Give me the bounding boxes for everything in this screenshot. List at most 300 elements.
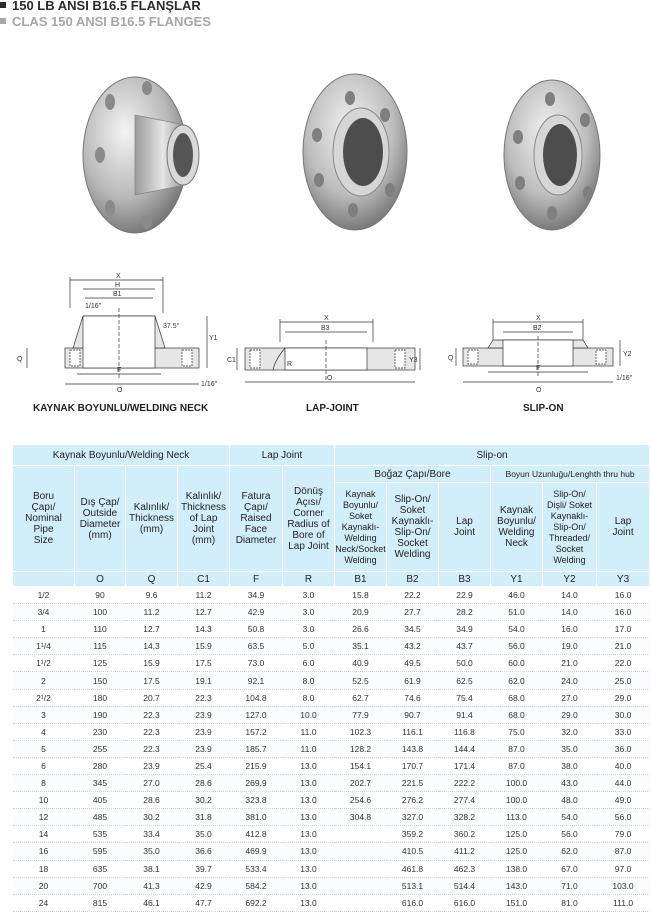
table-cell: 1 — [13, 621, 75, 638]
table-cell: 6.0 — [283, 655, 335, 672]
header-line: Socket — [555, 543, 584, 554]
table-cell: 3.0 — [283, 604, 335, 621]
table-cell: 50.8 — [230, 621, 283, 638]
header-line: Fatura — [241, 491, 271, 502]
header-line: Welding — [498, 527, 535, 538]
lap-joint-flange-photo — [295, 70, 410, 235]
header-line: Threaded/ — [548, 532, 591, 543]
table-cell: 56.0 — [543, 826, 597, 843]
table-cell: 71.0 — [543, 877, 597, 894]
table-cell — [335, 860, 387, 877]
table-cell: 27.0 — [126, 775, 178, 792]
table-cell: 21.0 — [543, 655, 597, 672]
lj-dim-b3-label: B3 — [321, 325, 330, 332]
header-line: Dişli/ Soket — [546, 499, 592, 510]
table-cell: 43.7 — [439, 638, 491, 655]
header-line: Joint — [453, 527, 476, 538]
table-cell: 104.8 — [230, 689, 283, 706]
table-cell: 10.0 — [283, 706, 335, 723]
symbol-row — [13, 572, 650, 587]
table-cell: 21.0 — [597, 638, 650, 655]
table-cell: 151.0 — [491, 894, 543, 911]
dim-inch-label: 1/16" — [85, 303, 102, 310]
header-line: Welding — [344, 532, 377, 543]
header-line: Face — [244, 524, 268, 535]
table-cell: 8.0 — [283, 689, 335, 706]
table-cell: 22.2 — [387, 587, 439, 604]
header-b1 — [335, 483, 387, 572]
table-cell: 14.0 — [543, 604, 597, 621]
table-cell: 63.5 — [230, 638, 283, 655]
table-cell: 171.4 — [439, 757, 491, 774]
table-cell: 3/4 — [13, 604, 75, 621]
table-cell: 462.3 — [439, 860, 491, 877]
table-cell: 276.2 — [387, 792, 439, 809]
table-cell: 28.6 — [178, 775, 230, 792]
symbol-cell: C1 — [178, 572, 230, 587]
table-cell: 1¹/2 — [13, 655, 75, 672]
header-line: Welding — [394, 549, 431, 560]
header-line: Kalınlık/ — [185, 491, 222, 502]
table-cell: 103.0 — [597, 877, 650, 894]
table-row — [13, 877, 650, 894]
header-line: Thickness — [128, 513, 174, 524]
table-row — [13, 775, 650, 792]
table-cell: 54.0 — [543, 809, 597, 826]
table-cell: 280 — [75, 757, 126, 774]
header-line: Kaynaklı- — [341, 521, 380, 532]
table-cell: 40.9 — [335, 655, 387, 672]
symbol-cell: O — [75, 572, 126, 587]
table-cell: 22.9 — [439, 587, 491, 604]
table-cell: 535 — [75, 826, 126, 843]
table-cell: 91.4 — [439, 706, 491, 723]
so-dim-f-label: F — [536, 365, 541, 372]
table-cell: 328.2 — [439, 809, 491, 826]
table-cell: 6 — [13, 757, 75, 774]
header-line: Size — [33, 535, 54, 546]
table-cell: 50.0 — [439, 655, 491, 672]
table-cell: 42.9 — [178, 877, 230, 894]
symbol-cell: R — [283, 572, 335, 587]
symbol-cell: B1 — [335, 572, 387, 587]
group-header-lap-joint: Lap Joint — [230, 445, 335, 466]
lj-dim-c1-label: C1 — [227, 357, 236, 364]
table-cell: 19.1 — [178, 672, 230, 689]
table-cell: 36.0 — [597, 740, 650, 757]
table-cell: 461.8 — [387, 860, 439, 877]
table-cell: 38.1 — [126, 860, 178, 877]
table-row — [13, 672, 650, 689]
table-cell: 44.0 — [597, 775, 650, 792]
table-row — [13, 638, 650, 655]
table-row — [13, 757, 650, 774]
table-cell: 35.1 — [335, 638, 387, 655]
symbol-cell: Y3 — [597, 572, 650, 587]
header-line: Neck/Socket — [335, 543, 386, 554]
table-cell: 30.0 — [597, 706, 650, 723]
table-row — [13, 689, 650, 706]
table-row — [13, 792, 650, 809]
header-line: Outside — [82, 507, 118, 519]
table-cell: 323.8 — [230, 792, 283, 809]
table-cell: 113.0 — [491, 809, 543, 826]
table-cell: 16.0 — [597, 604, 650, 621]
table-cell: 170.7 — [387, 757, 439, 774]
table-cell: 381.0 — [230, 809, 283, 826]
table-cell: 345 — [75, 775, 126, 792]
table-cell: 36.6 — [178, 843, 230, 860]
table-cell: 2¹/2 — [13, 689, 75, 706]
so-dim-x-label: X — [536, 315, 541, 322]
header-line: Kaynaklı- — [391, 516, 434, 527]
header-line: Nominal — [25, 513, 62, 524]
header-line: Corner — [293, 507, 324, 519]
table-cell: 49.0 — [597, 792, 650, 809]
header-line: Radius of — [287, 518, 330, 530]
header-line: Lap — [614, 516, 632, 527]
table-cell: 327.0 — [387, 809, 439, 826]
table-cell: 485 — [75, 809, 126, 826]
table-cell: 24 — [13, 894, 75, 911]
table-cell: 17.5 — [126, 672, 178, 689]
table-cell: 22.3 — [126, 706, 178, 723]
header-line: Socket — [397, 538, 428, 549]
table-cell: 469.9 — [230, 843, 283, 860]
table-row — [13, 655, 650, 672]
header-line: Kaynak — [499, 505, 534, 516]
table-cell: 215.9 — [230, 757, 283, 774]
bullet-square-icon — [0, 2, 6, 8]
table-cell: 13.0 — [283, 757, 335, 774]
table-cell: 90 — [75, 587, 126, 604]
group-header-welding-neck: Kaynak Boyunlu/Welding Neck — [13, 445, 230, 466]
table-cell: 13.0 — [283, 809, 335, 826]
table-cell: 230 — [75, 723, 126, 740]
table-cell: 13.0 — [283, 894, 335, 911]
table-cell: 68.0 — [491, 706, 543, 723]
slip-on-drawing — [448, 310, 648, 398]
table-cell: 269.9 — [230, 775, 283, 792]
header-line: Welding — [344, 554, 377, 565]
header-line: Joint — [192, 524, 215, 535]
dim-inch2-label: 1/16" — [201, 381, 218, 388]
lj-dim-r-label: R — [287, 361, 293, 368]
table-body — [13, 587, 650, 912]
table-cell: 14.3 — [178, 621, 230, 638]
table-cell: 405 — [75, 792, 126, 809]
table-cell: 62.0 — [543, 843, 597, 860]
table-cell: 8.0 — [283, 672, 335, 689]
table-cell: 100 — [75, 604, 126, 621]
header-line: Neck — [505, 538, 528, 549]
header-line: Joint — [612, 527, 634, 538]
symbol-cell: F — [230, 572, 283, 587]
table-cell: 14 — [13, 826, 75, 843]
table-cell: 42.9 — [230, 604, 283, 621]
table-cell — [335, 877, 387, 894]
welding-neck-flange-photo — [75, 70, 210, 235]
header-line: Boru — [32, 491, 55, 502]
table-row — [13, 604, 650, 621]
table-cell: 143.8 — [387, 740, 439, 757]
table-cell: 125 — [75, 655, 126, 672]
table-cell: 56.0 — [491, 638, 543, 655]
table-cell: 28.6 — [126, 792, 178, 809]
table-cell: 514.4 — [439, 877, 491, 894]
table-cell: 62.5 — [439, 672, 491, 689]
table-cell: 13.0 — [283, 860, 335, 877]
welding-neck-caption: KAYNAK BOYUNLU/WELDING NECK — [33, 403, 209, 414]
header-line: Slip-On/ — [394, 494, 431, 505]
table-cell: 533.4 — [230, 860, 283, 877]
table-cell: 127.0 — [230, 706, 283, 723]
table-cell: 49.5 — [387, 655, 439, 672]
table-cell: 692.2 — [230, 894, 283, 911]
table-cell: 616.0 — [387, 894, 439, 911]
table-cell: 154.1 — [335, 757, 387, 774]
table-row — [13, 843, 650, 860]
table-cell: 19.0 — [543, 638, 597, 655]
table-cell: 92.1 — [230, 672, 283, 689]
title-turkish: 150 LB ANSI B16.5 FLANŞLAR — [0, 0, 201, 13]
table-cell: 5.0 — [283, 638, 335, 655]
table-cell: 22.3 — [126, 740, 178, 757]
header-r — [283, 466, 335, 572]
header-line: Açısı/ — [295, 496, 321, 508]
table-cell: 18 — [13, 860, 75, 877]
table-cell: 700 — [75, 877, 126, 894]
table-cell: 13.0 — [283, 877, 335, 894]
table-cell: 410.5 — [387, 843, 439, 860]
header-c1 — [178, 466, 230, 572]
header-line: Boyunlu/ — [497, 516, 536, 527]
table-cell: 20.9 — [335, 604, 387, 621]
table-cell: 3.0 — [283, 621, 335, 638]
title-english: CLAS 150 ANSI B16.5 FLANGES — [0, 14, 211, 29]
table-cell: 16.0 — [597, 587, 650, 604]
table-cell: 595 — [75, 843, 126, 860]
header-o — [75, 466, 126, 572]
table-cell: 23.9 — [126, 757, 178, 774]
header-line: Bore of — [292, 529, 325, 541]
so-dim-b2-label: B2 — [533, 325, 542, 332]
table-cell: 10 — [13, 792, 75, 809]
table-cell: 34.5 — [387, 621, 439, 638]
table-cell: 35.0 — [126, 843, 178, 860]
group-header-slip-on: Slip-on — [335, 445, 650, 466]
table-cell: 116.8 — [439, 723, 491, 740]
table-cell: 47.7 — [178, 894, 230, 911]
table-cell: 23.9 — [178, 706, 230, 723]
table-cell: 360.2 — [439, 826, 491, 843]
table-cell: 33.0 — [597, 723, 650, 740]
table-cell: 51.0 — [491, 604, 543, 621]
table-cell: 26.6 — [335, 621, 387, 638]
table-cell: 25.0 — [597, 672, 650, 689]
slip-on-flange-photo — [500, 75, 605, 235]
table-cell: 20 — [13, 877, 75, 894]
table-cell: 180 — [75, 689, 126, 706]
table-cell: 77.9 — [335, 706, 387, 723]
table-cell: 12.7 — [126, 621, 178, 638]
table-cell: 9.6 — [126, 587, 178, 604]
table-cell: 40.0 — [597, 757, 650, 774]
table-cell: 46.1 — [126, 894, 178, 911]
table-cell: 185.7 — [230, 740, 283, 757]
lj-dim-o-label: O — [327, 375, 333, 382]
table-cell: 128.2 — [335, 740, 387, 757]
header-line: Soket — [348, 510, 372, 521]
header-line: Slip-On/ — [394, 527, 431, 538]
header-f — [230, 466, 283, 572]
table-cell: 144.4 — [439, 740, 491, 757]
so-dim-q-label: Q — [448, 355, 454, 362]
header-y1 — [491, 483, 543, 572]
table-cell: 157.2 — [230, 723, 283, 740]
table-cell: 15.9 — [178, 638, 230, 655]
table-cell: 2 — [13, 672, 75, 689]
table-cell: 11.0 — [283, 723, 335, 740]
table-cell: 17.5 — [178, 655, 230, 672]
table-cell: 39.7 — [178, 860, 230, 877]
table-cell: 81.0 — [543, 894, 597, 911]
table-cell: 102.3 — [335, 723, 387, 740]
table-cell: 97.0 — [597, 860, 650, 877]
header-line: Soket — [399, 505, 426, 516]
header-line: Çapı/ — [31, 502, 56, 513]
table-row — [13, 894, 650, 911]
table-cell: 221.5 — [387, 775, 439, 792]
table-cell: 17.0 — [597, 621, 650, 638]
table-cell: 41.3 — [126, 877, 178, 894]
dim-o-label: O — [117, 387, 123, 394]
header-line: Lap Joint — [288, 540, 329, 552]
table-cell — [335, 894, 387, 911]
symbol-cell: Q — [126, 572, 178, 587]
header-line: Pipe — [33, 524, 54, 535]
table-cell: 1¹/4 — [13, 638, 75, 655]
lap-joint-drawing — [225, 310, 425, 395]
table-cell: 20.7 — [126, 689, 178, 706]
table-cell: 13.0 — [283, 775, 335, 792]
table-cell: 412.8 — [230, 826, 283, 843]
table-cell: 411.2 — [439, 843, 491, 860]
table-cell: 60.0 — [491, 655, 543, 672]
table-cell: 68.0 — [491, 689, 543, 706]
table-cell: 222.2 — [439, 775, 491, 792]
table-cell: 79.0 — [597, 826, 650, 843]
table-cell: 27.7 — [387, 604, 439, 621]
table-cell: 23.9 — [178, 723, 230, 740]
lj-dim-x-label: X — [324, 315, 329, 322]
table-cell: 14.3 — [126, 638, 178, 655]
table-cell: 22.3 — [178, 689, 230, 706]
table-cell: 202.7 — [335, 775, 387, 792]
dim-b1-label: B1 — [113, 291, 122, 298]
subgroup-header-hub-length: Boyun Uzunluğu/Lenghth thru hub — [491, 466, 650, 483]
table-cell: 1/2 — [13, 587, 75, 604]
table-cell: 29.0 — [543, 706, 597, 723]
table-cell: 138.0 — [491, 860, 543, 877]
table-cell — [335, 843, 387, 860]
table-cell: 27.0 — [543, 689, 597, 706]
dim-y1-label: Y1 — [209, 335, 218, 342]
table-cell: 38.0 — [543, 757, 597, 774]
table-cell: 30.2 — [178, 792, 230, 809]
table-cell: 100.0 — [491, 775, 543, 792]
table-cell: 25.4 — [178, 757, 230, 774]
header-line: Kalınlık/ — [133, 502, 170, 513]
header-line: Kaynak — [345, 488, 376, 499]
table-cell: 616.0 — [439, 894, 491, 911]
header-line: (mm) — [139, 524, 164, 535]
table-cell: 584.2 — [230, 877, 283, 894]
header-line: (mm) — [88, 529, 112, 541]
table-cell: 43.2 — [387, 638, 439, 655]
table-cell: 22.0 — [597, 655, 650, 672]
table-cell: 359.2 — [387, 826, 439, 843]
dim-q-label: Q — [17, 356, 23, 363]
table-cell: 74.6 — [387, 689, 439, 706]
table-cell: 35.0 — [178, 826, 230, 843]
header-b3 — [439, 483, 491, 572]
so-dim-o-label: O — [536, 387, 542, 394]
table-cell: 15.8 — [335, 587, 387, 604]
table-cell: 14.0 — [543, 587, 597, 604]
header-line: Slip-On/ — [553, 521, 586, 532]
table-cell: 115 — [75, 638, 126, 655]
table-cell: 30.2 — [126, 809, 178, 826]
table-cell: 125.0 — [491, 826, 543, 843]
table-cell: 87.0 — [491, 740, 543, 757]
header-line: Kaynaklı- — [550, 510, 589, 521]
table-cell: 3.0 — [283, 587, 335, 604]
symbol-cell: B3 — [439, 572, 491, 587]
table-cell: 32.0 — [543, 723, 597, 740]
table-cell: 29.0 — [597, 689, 650, 706]
table-row — [13, 587, 650, 604]
header-b2 — [387, 483, 439, 572]
table-cell: 35.0 — [543, 740, 597, 757]
dim-angle-label: 37.5° — [163, 323, 180, 330]
table-cell: 11.2 — [126, 604, 178, 621]
symbol-cell: Y1 — [491, 572, 543, 587]
table-cell: 75.4 — [439, 689, 491, 706]
table-cell: 304.8 — [335, 809, 387, 826]
table-cell: 16.0 — [543, 621, 597, 638]
header-q — [126, 466, 178, 572]
table-cell: 61.9 — [387, 672, 439, 689]
table-cell: 815 — [75, 894, 126, 911]
table-cell: 34.9 — [439, 621, 491, 638]
table-row — [13, 809, 650, 826]
table-cell: 111.0 — [597, 894, 650, 911]
so-dim-y2-label: Y2 — [623, 351, 632, 358]
table-row — [13, 860, 650, 877]
lj-dim-y3-label: Y3 — [409, 357, 418, 364]
table-cell: 3 — [13, 706, 75, 723]
table-row — [13, 826, 650, 843]
table-row — [13, 621, 650, 638]
table-cell: 12 — [13, 809, 75, 826]
table-cell: 513.1 — [387, 877, 439, 894]
header-y3 — [597, 483, 650, 572]
table-cell: 125.0 — [491, 843, 543, 860]
table-cell: 8 — [13, 775, 75, 792]
table-cell: 13.0 — [283, 826, 335, 843]
header-line: Thickness — [180, 502, 226, 513]
